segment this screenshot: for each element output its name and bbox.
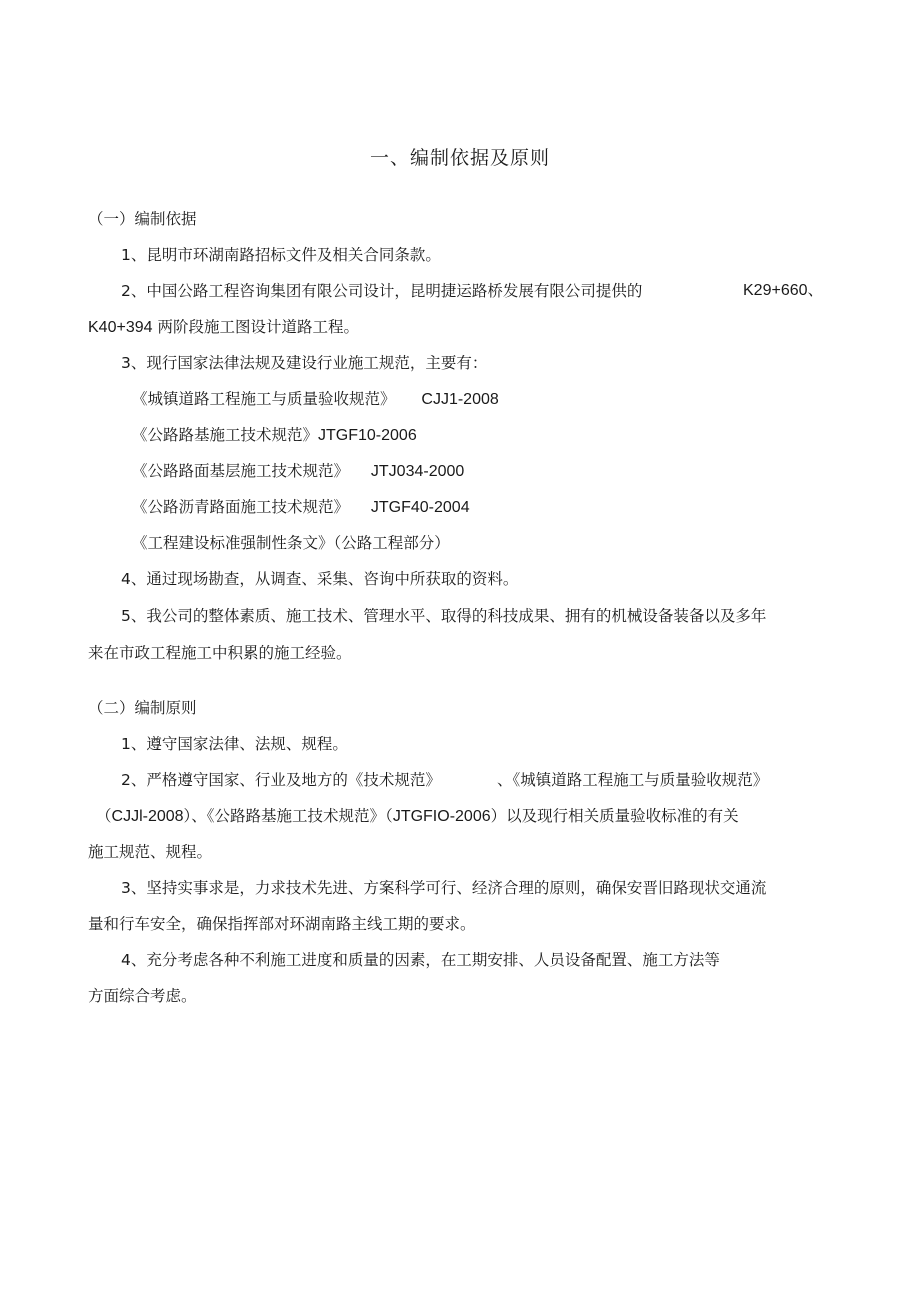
standard-3-code: JTJ034-2000 [370, 463, 465, 480]
standard-2-name: 《公路路基施工技术规范》 [132, 426, 319, 444]
principle-item-1: 1、遵守国家法律、法规、规程。 [121, 735, 348, 753]
principle-item-2-line-2 [96, 805, 739, 828]
principle-item-3-line-2: 量和行车安全，确保指挥部对环湖南路主线工期的要求。 [88, 915, 476, 933]
paren-open: （ [96, 807, 112, 825]
basis-item-1: 1、昆明市环湖南路招标文件及相关合同条款。 [121, 246, 441, 264]
standard-3-name: 《公路路面基层施工技术规范》 [132, 462, 350, 480]
section-heading-principles: （二）编制原则 [88, 699, 197, 717]
principle-item-3-line-1: 3、坚持实事求是，力求技术先进、方案科学可行、经济合理的原则，确保安晋旧路现状交通流 [121, 879, 767, 897]
standard-1 [132, 388, 499, 411]
principle-item-2-tail: ）以及现行相关质量验收标准的有关 [490, 807, 739, 825]
basis-item-2-stake-2: K40+394 [88, 319, 153, 336]
basis-item-3: 3、现行国家法律法规及建设行业施工规范，主要有： [121, 354, 488, 372]
principle-item-2-mid: ）、《公路路基施工技术规范》（ [183, 807, 393, 825]
principle-item-2-line-1b: 、《城镇道路工程施工与质量验收规范》 [497, 771, 769, 789]
principle-item-2-line-1a: 2、严格遵守国家、行业及地方的《技术规范》 [121, 771, 441, 789]
standard-4-code: JTGF40-2004 [370, 499, 470, 516]
section-heading-basis: （一）编制依据 [88, 210, 197, 228]
standard-2-code: JTGF10-2006 [318, 427, 417, 444]
basis-item-2-line-2 [88, 316, 359, 339]
code-jtg: JTGFIO-2006 [392, 808, 491, 825]
basis-item-5-line-1: 5、我公司的整体素质、施工技术、管理水平、取得的科技成果、拥有的机械设备装备以及多年 [121, 607, 767, 625]
basis-item-2-text: 2、中国公路工程咨询集团有限公司设计，昆明捷运路桥发展有限公司提供的 [121, 282, 643, 300]
standard-5: 《工程建设标准强制性条文》（公路工程部分） [132, 534, 450, 552]
principle-item-4-line-2: 方面综合考虑。 [88, 987, 197, 1005]
code-cjj: CJJl-2008 [111, 808, 184, 825]
basis-item-2-text-2: 两阶段施工图设计道路工程。 [157, 318, 359, 336]
standard-4 [132, 496, 470, 519]
standard-2 [132, 424, 417, 447]
principle-item-2-line-3: 施工规范、规程。 [88, 843, 213, 861]
basis-item-2-stake: K29+660、 [743, 282, 824, 299]
standard-3 [132, 460, 464, 483]
standard-4-name: 《公路沥青路面施工技术规范》 [132, 498, 350, 516]
page-title: 一、编制依据及原则 [369, 147, 550, 169]
standard-1-name: 《城镇道路工程施工与质量验收规范》 [132, 390, 396, 408]
principle-item-4-line-1: 4、充分考虑各种不利施工进度和质量的因素，在工期安排、人员设备配置、施工方法等 [121, 951, 720, 969]
standard-1-code: CJJ1-2008 [421, 391, 499, 408]
basis-item-5-line-2: 来在市政工程施工中积累的施工经验。 [88, 644, 352, 662]
basis-item-4: 4、通过现场勘查，从调查、采集、咨询中所获取的资料。 [121, 570, 519, 588]
basis-item-2-line-1 [121, 280, 642, 302]
